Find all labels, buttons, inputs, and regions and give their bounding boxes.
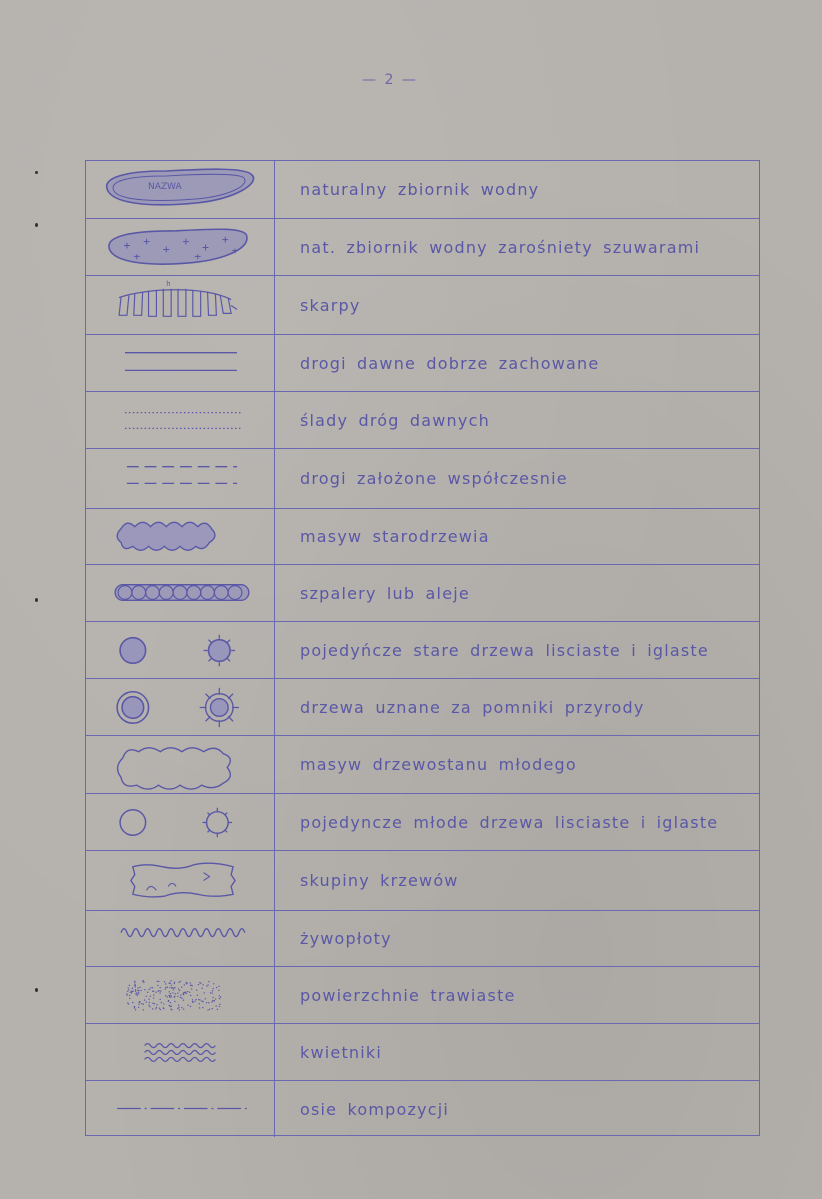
legend-label: naturalny zbiornik wodny [300,180,540,199]
monument-trees-icon [86,679,275,735]
legend-label: drogi założone współczesnie [300,469,568,488]
legend-label: ślady dróg dawnych [300,410,490,430]
water-body-icon [86,161,275,218]
page-number: — 2 — [362,72,418,88]
legend-row [86,1080,759,1137]
legend-row [86,793,759,850]
legend-row [86,448,759,508]
grass-area-icon [86,967,275,1023]
legend-row [86,850,759,910]
double-dashed-line-icon [86,449,275,508]
hedge-icon [86,911,275,966]
speck [35,171,38,174]
shrub-group-icon [86,851,275,910]
speck [35,598,38,602]
tree-row-icon [86,565,275,621]
legend-label: szpalery lub aleje [300,583,470,603]
legend-row [86,564,759,621]
legend-row [86,621,759,678]
old-trees-icon [86,622,275,678]
speck [35,223,38,227]
young-tree-mass-icon [86,736,275,793]
legend-row [86,218,759,275]
old-tree-mass-icon [86,509,275,564]
speck [35,988,38,992]
legend-label: żywopłoty [300,929,392,948]
legend-label: drogi dawne dobrze zachowane [300,353,600,373]
slope-icon [86,276,275,334]
legend-row [86,161,759,218]
legend-row [86,678,759,735]
legend-label: powierzchnie trawiaste [300,985,516,1005]
young-trees-icon [86,794,275,850]
legend-row [86,1023,759,1080]
legend-row [86,966,759,1023]
legend-label: osie kompozycji [300,1099,450,1119]
legend-label: nat. zbiornik wodny zarośniety szuwarami [300,237,701,257]
legend-label: skupiny krzewów [300,871,459,890]
legend-table [85,160,760,1136]
legend-label: masyw starodrzewia [300,527,490,546]
legend-label: skarpy [300,295,361,315]
legend-label: kwietniki [300,1042,383,1062]
legend-label: pojedyńcze stare drzewa lisciaste i iglaste [300,640,709,660]
legend-label: drzewa uznane za pomniki przyrody [300,697,645,717]
double-dotted-line-icon [86,392,275,448]
legend-row [86,391,759,448]
legend-row [86,275,759,334]
legend-row [86,910,759,966]
svg-text:h: h [166,279,171,288]
double-solid-line-icon [86,335,275,391]
legend-label: pojedyncze młode drzewa lisciaste i iglaste [300,812,719,832]
axis-line-icon [86,1081,275,1137]
overgrown-water-body-icon [86,219,275,275]
flowerbed-icon [86,1024,275,1080]
water-body-name-text: NAZWA [148,182,182,192]
legend-row [86,508,759,564]
legend-label: masyw drzewostanu młodego [300,755,577,774]
legend-row [86,334,759,391]
legend-row [86,735,759,793]
